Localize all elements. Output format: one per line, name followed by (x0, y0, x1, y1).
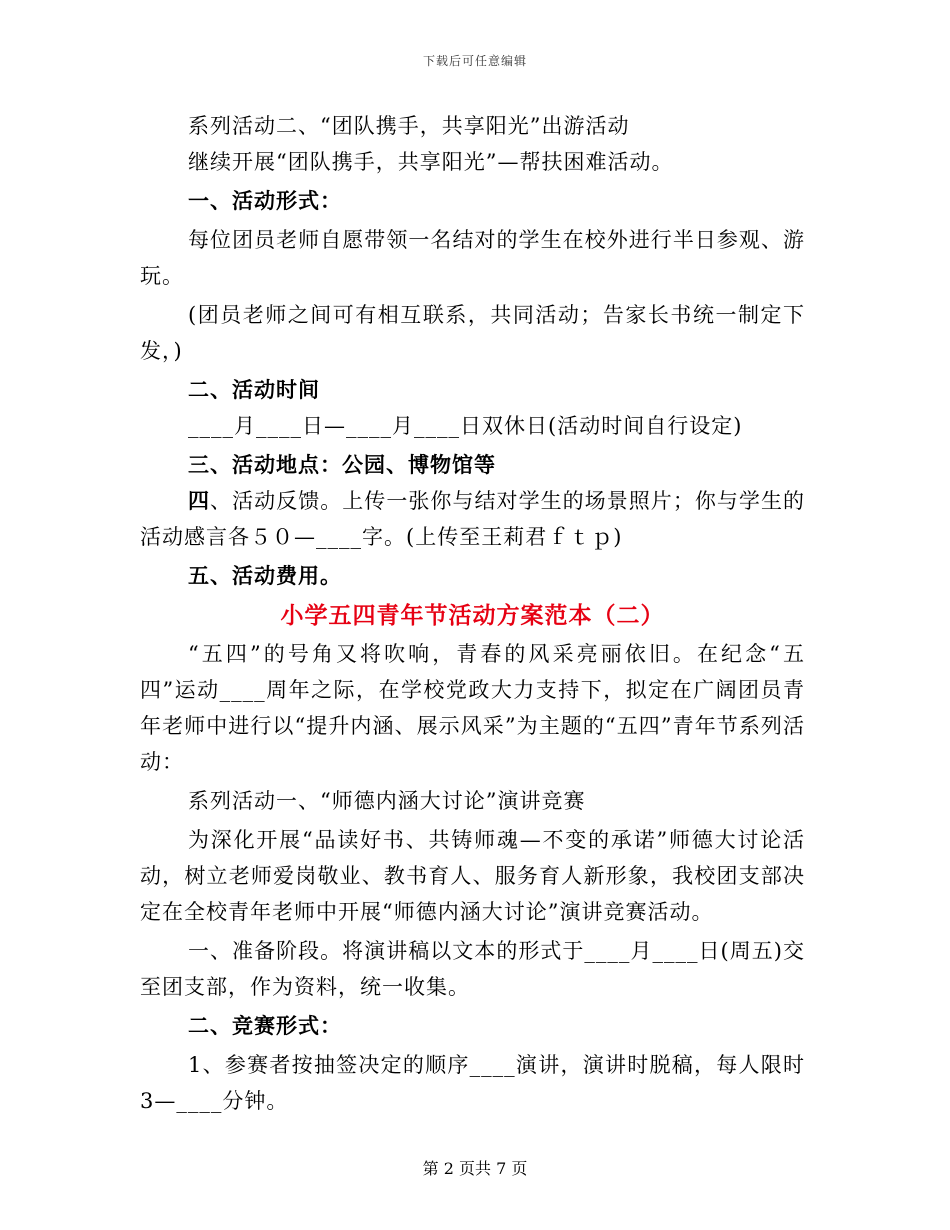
page-header: 下载后可任意编辑 (422, 54, 527, 68)
paragraph: 系列活动二、“团队携手，共享阳光”出游活动 (188, 114, 630, 138)
paragraph: 继续开展“团队携手，共享阳光”—帮扶困难活动。 (188, 150, 674, 174)
section-heading: 三、活动地点：公园、博物馆等 (188, 452, 496, 477)
paragraph: 每位团员老师自愿带领一名结对的学生在校外进行半日参观、游玩。 (140, 228, 805, 288)
section-heading: 一、活动形式： (188, 188, 342, 213)
bold-prefix: 四 (188, 488, 211, 513)
document-title: 小学五四青年节活动方案范本（二） (280, 602, 665, 629)
paragraph: “五四”的号角又将吹响，青春的风采亮丽依旧。在纪念“五四”运动____周年之际，在学校党政大力支持下，拟定在广阔团员青年老师中进行以“提升内涵、展示风采”为主题的“五四”青年节系列活动： (140, 642, 805, 774)
document-body (140, 108, 805, 1119)
paragraph: 一、准备阶段。将演讲稿以文本的形式于____月____日(周五)交至团支部，作为资料，统一收集。 (140, 939, 805, 999)
paragraph: ____月____日—____月____日双休日(活动时间自行设定) (188, 414, 743, 438)
page-footer: 第 2 页共 7 页 (422, 1159, 528, 1178)
section-heading: 二、活动时间 (188, 377, 320, 402)
section-heading: 二、竞赛形式： (188, 1013, 342, 1038)
section-heading: 五、活动费用。 (188, 563, 342, 588)
paragraph: (团员老师之间可有相互联系，共同活动；告家长书统一制定下发，) (140, 303, 805, 363)
paragraph: 为深化开展“品读好书、共铸师魂—不变的承诺”师德大讨论活动，树立老师爱岗敬业、教书育人、服务育人新形象，我校团支部决定在全校青年老师中开展“师德内涵大讨论”演讲竞赛活动。 (140, 828, 805, 924)
paragraph-text: 、活动反馈。上传一张你与结对学生的场景照片；你与学生的活动感言各５０—____字。(上传至王莉君ｆｔｐ) (140, 489, 806, 549)
paragraph: 1、参赛者按抽签决定的顺序____演讲，演讲时脱稿，每人限时3—____分钟。 (140, 1053, 805, 1113)
paragraph: 系列活动一、“师德内涵大讨论”演讲竞赛 (188, 789, 586, 813)
paragraph (140, 483, 805, 555)
